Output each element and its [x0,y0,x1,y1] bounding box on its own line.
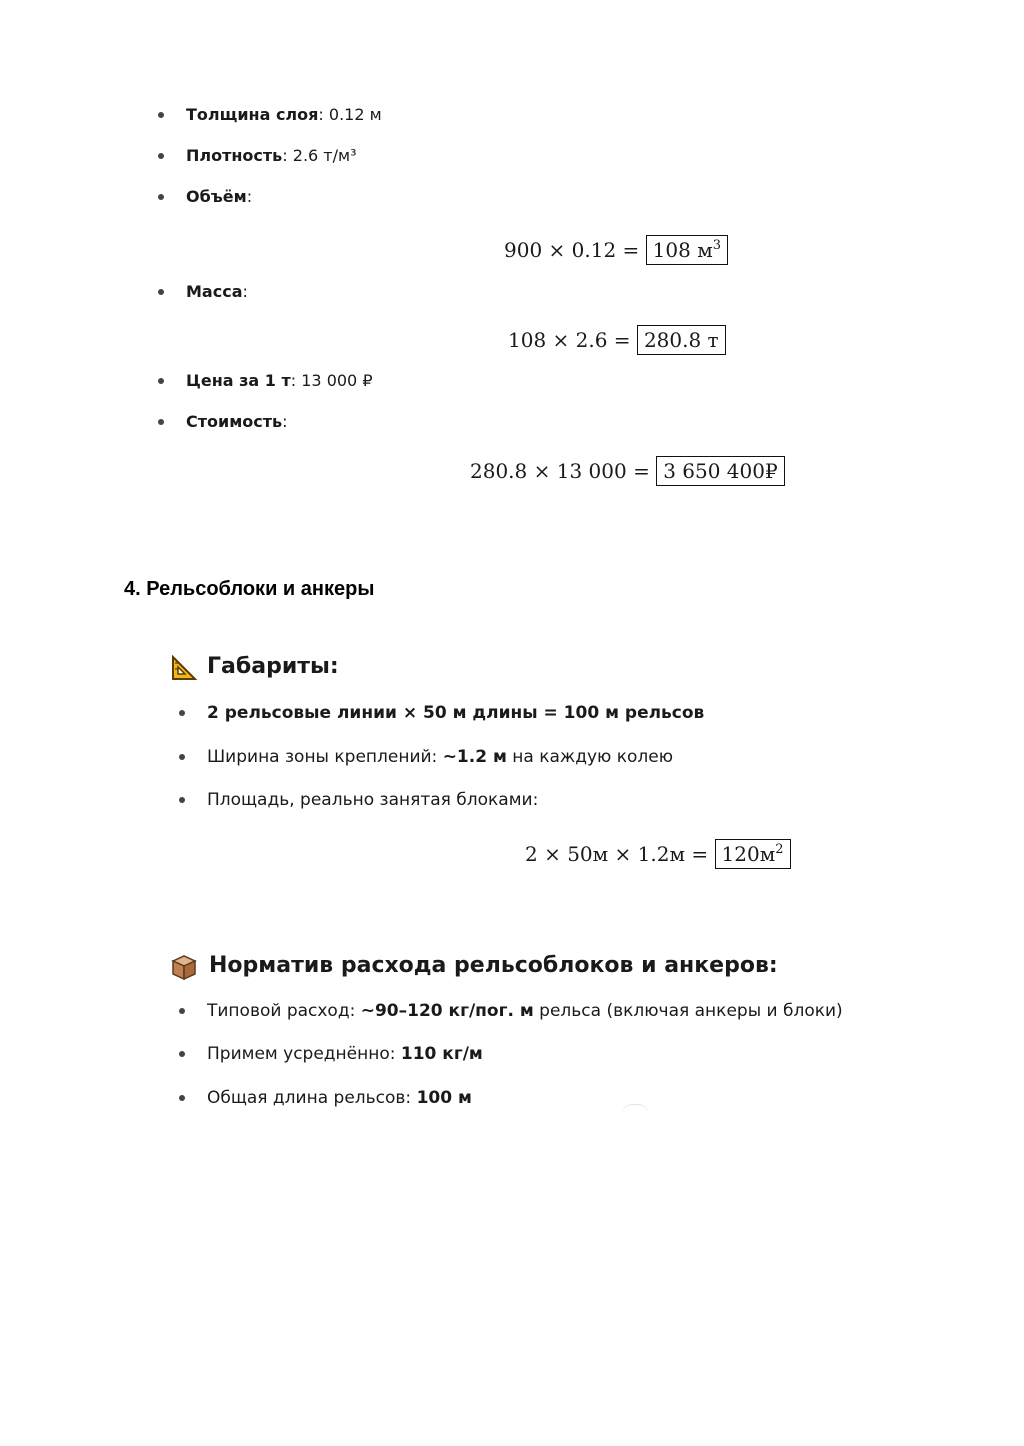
item-post: на каждую колею [506,747,674,767]
item-value: : [242,282,248,301]
item-pre: Общая длина рельсов: [207,1088,417,1108]
result-text: 120м [721,842,776,866]
result-text: 108 м [652,238,713,262]
list-item [186,145,357,167]
item-value: : 0.12 м [318,105,382,124]
item-pre: Типовой расход: [207,1001,361,1021]
list-item [207,1043,483,1065]
item-bold: 110 кг/м [400,1044,483,1064]
item-value: : [246,187,253,206]
equation-result: 280.8 т [637,325,726,355]
item-label: Цена за 1 т [186,371,291,390]
package-box-icon [170,953,198,981]
item-label: Масса [186,282,243,301]
triangular-ruler-icon [171,655,197,681]
item-bold: ~1.2 м [442,747,507,767]
equation-expr: 280.8 × 13 000 = [470,459,657,483]
item-value: : 2.6 т/м³ [282,146,357,165]
section-heading: 4. Рельсоблоки и анкеры [124,578,375,600]
equation-expr: 2 × 50м × 1.2м = [525,842,715,866]
equation-mass [508,324,726,356]
bullet [158,378,164,384]
equation-result: 3 650 400₽ [656,456,785,486]
item-label: Объём [186,187,247,206]
list-item [207,1000,843,1022]
equation-result [646,235,728,265]
item-value: : 13 000 ₽ [290,371,373,390]
list-item [207,1087,472,1109]
equation-volume [504,234,728,266]
equation-cost [470,455,785,487]
item-label: Стоимость [186,412,283,431]
list-item [186,370,373,392]
bullet [179,1008,185,1014]
bullet [179,1095,185,1101]
bullet [179,1051,185,1057]
bullet [158,112,164,118]
item-label: Плотность [186,146,283,165]
bullet [179,797,185,803]
list-item [186,281,248,303]
list-item [207,746,673,768]
item-label: Толщина слоя [186,105,319,124]
equation-expr: 900 × 0.12 = [504,238,646,262]
item-bold: ~90–120 кг/пог. м [360,1001,534,1021]
item-bold: 100 м [416,1088,472,1108]
result-sup: 2 [775,842,784,857]
bullet [179,710,185,716]
bullet [158,194,164,200]
equation-area [525,838,791,870]
bullet [179,754,185,760]
item-text: 2 рельсовые линии × 50 м длины = 100 м рельсов [207,703,705,723]
list-item [186,104,382,126]
bullet [158,419,164,425]
item-pre: Примем усреднённо: [207,1044,401,1064]
item-pre: Ширина зоны креплений: [207,747,443,767]
faint-arc-artifact [620,1104,650,1117]
equation-result [715,839,791,869]
bullet [158,289,164,295]
item-post: рельса (включая анкеры и блоки) [533,1001,843,1021]
subsection-title: Норматив расхода рельсоблоков и анкеров: [209,953,778,978]
bullet [158,153,164,159]
list-item [186,186,252,208]
subsection-title: Габариты: [207,654,339,679]
list-item [207,789,538,811]
item-value: : [282,412,288,431]
list-item [186,411,288,433]
equation-expr: 108 × 2.6 = [508,328,637,352]
list-item [207,702,704,724]
item-text: Площадь, реально занятая блоками: [207,790,539,810]
result-sup: 3 [712,238,722,253]
